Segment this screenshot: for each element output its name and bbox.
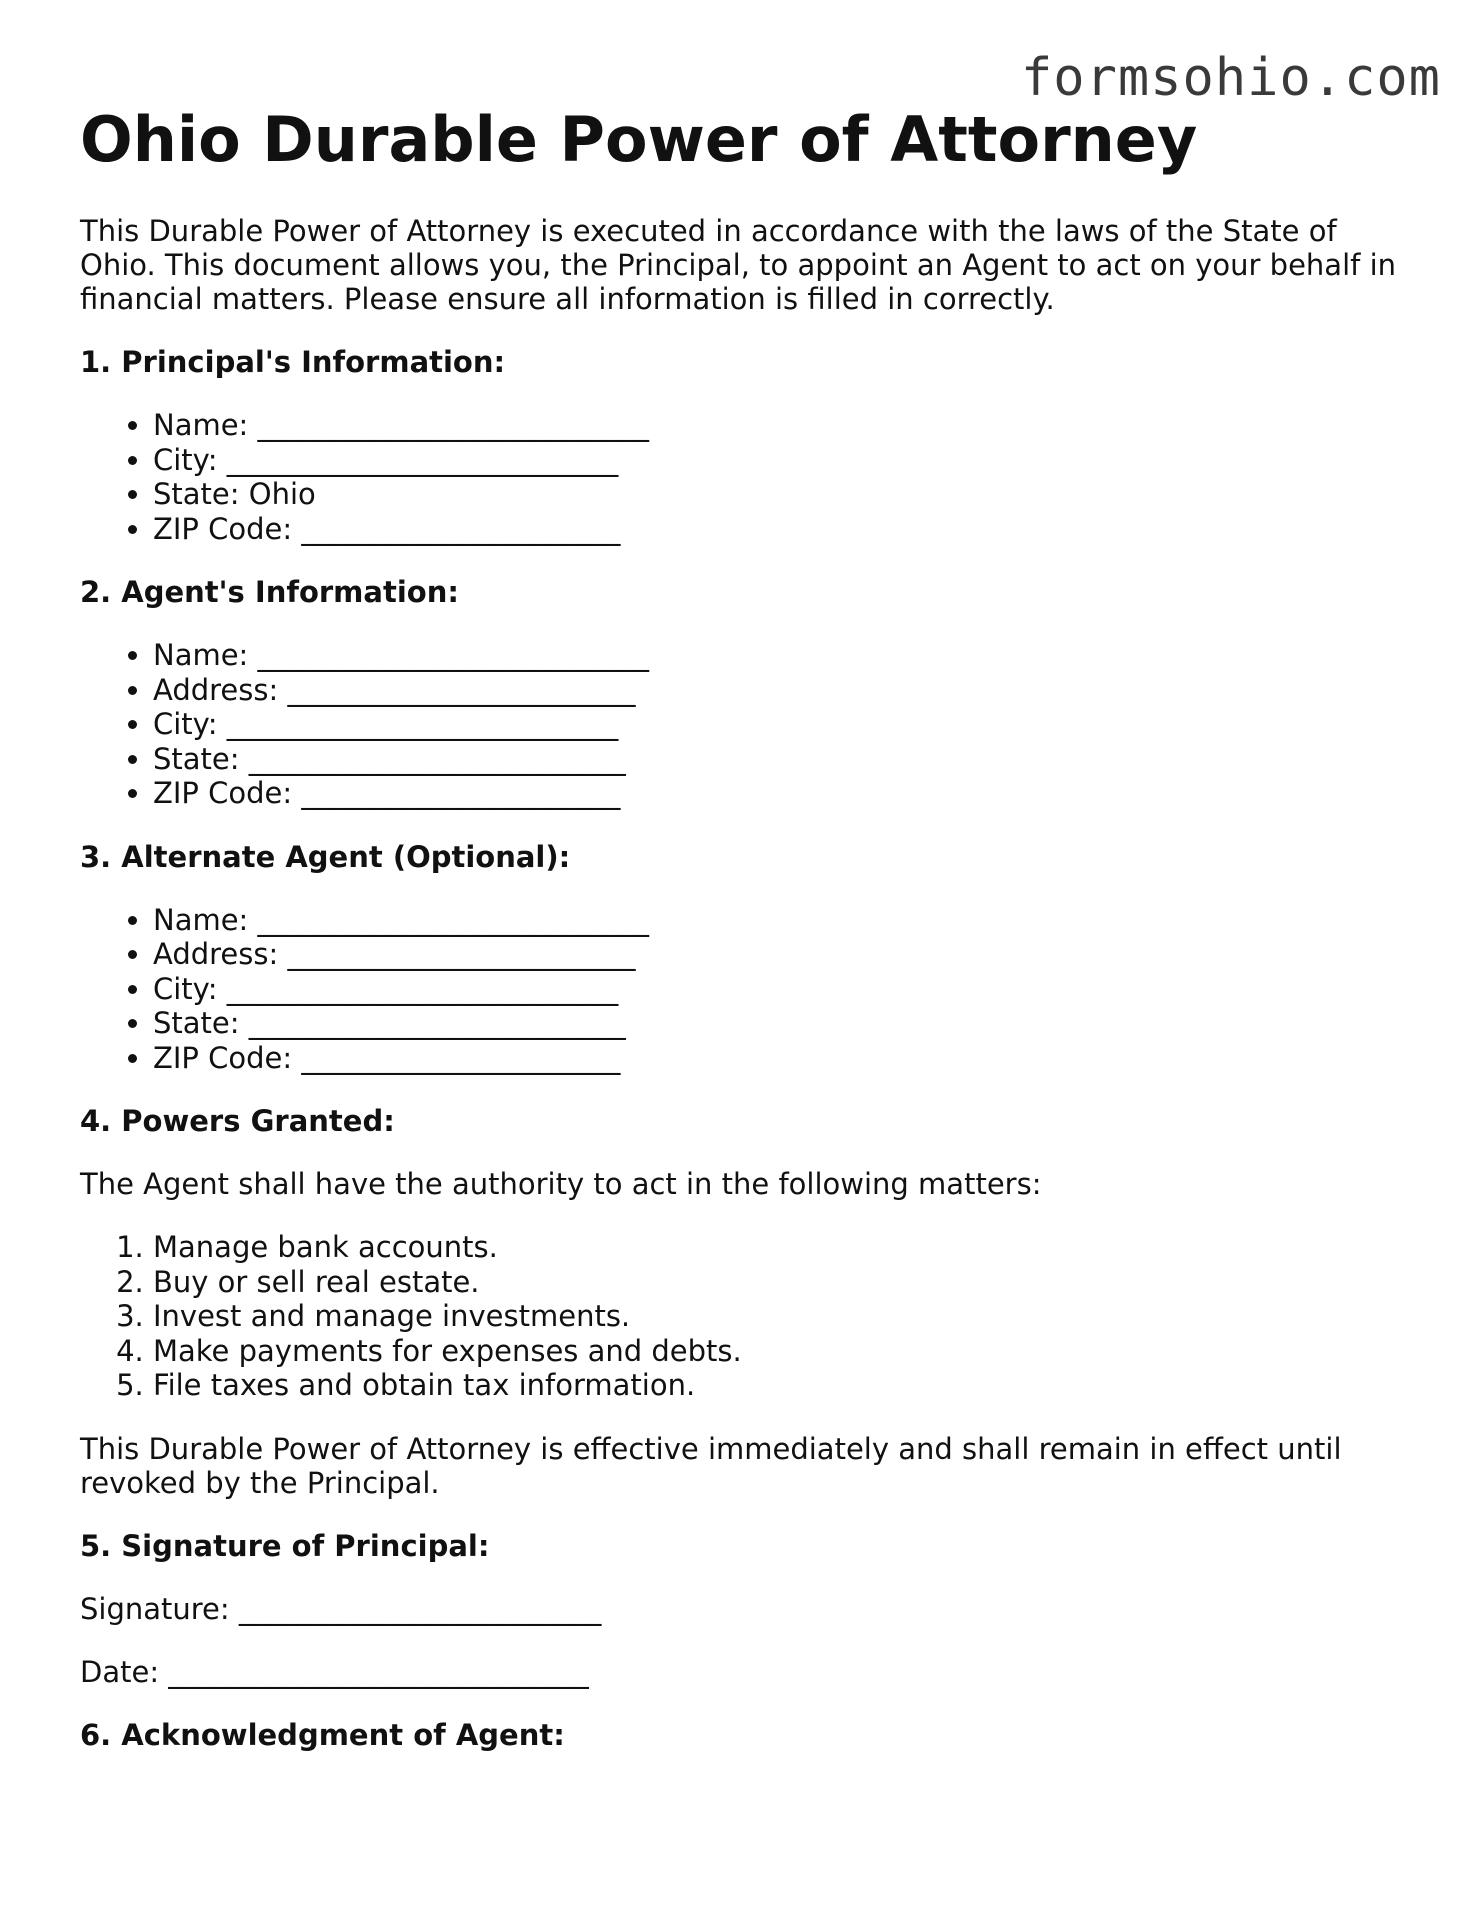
alternate-city-field[interactable]: • City: ___________________________: [153, 972, 1410, 1007]
intro-paragraph: This Durable Power of Attorney is executed in accordance with the laws of the State of Ohio. This document allows you, the Principal, to appoint an Agent to act on your behalf in financial matters. Please ensure all information is filled in correctly.: [80, 214, 1397, 316]
power-item: 5. File taxes and obtain tax information.: [153, 1368, 1410, 1403]
powers-heading: 4. Powers Granted:: [80, 1104, 395, 1138]
alternate-address-field[interactable]: • Address: ________________________: [153, 937, 1410, 972]
effective-paragraph: This Durable Power of Attorney is effective immediately and shall remain in effect until revoked by the Principal.: [80, 1431, 1342, 1500]
alternate-zip-field[interactable]: • ZIP Code: ______________________: [153, 1041, 1410, 1076]
acknowledgment-heading: 6. Acknowledgment of Agent:: [80, 1717, 565, 1752]
power-item: 2. Buy or sell real estate.: [153, 1265, 1410, 1300]
page-title: Ohio Durable Power of Attorney: [80, 103, 1198, 176]
principal-state-field: • State: Ohio: [153, 477, 1410, 512]
agent-city-field[interactable]: • City: ___________________________: [153, 707, 1410, 742]
signature-field[interactable]: Signature: _________________________: [80, 1591, 602, 1626]
principal-city-field[interactable]: • City: ___________________________: [153, 443, 1410, 478]
agent-state-field[interactable]: • State: __________________________: [153, 742, 1410, 777]
powers-intro: The Agent shall have the authority to act in the following matters:: [80, 1167, 1042, 1201]
agent-address-field[interactable]: • Address: ________________________: [153, 673, 1410, 708]
agent-zip-field[interactable]: • ZIP Code: ______________________: [153, 776, 1410, 811]
date-field[interactable]: Date: _____________________________: [80, 1654, 589, 1689]
alternate-agent-list: [80, 903, 1410, 1076]
principal-list: [80, 408, 1410, 546]
power-item: 4. Make payments for expenses and debts.: [153, 1334, 1410, 1369]
agent-name-field[interactable]: • Name: ___________________________: [153, 638, 1410, 673]
agent-list: [80, 638, 1410, 811]
principal-heading: 1. Principal's Information:: [80, 345, 506, 379]
powers-list: [80, 1230, 1410, 1403]
principal-name-field[interactable]: • Name: ___________________________: [153, 408, 1410, 443]
signature-heading: 5. Signature of Principal:: [80, 1528, 490, 1563]
power-item: 3. Invest and manage investments.: [153, 1299, 1410, 1334]
watermark: formsohio.com: [1021, 48, 1441, 108]
alternate-state-field[interactable]: • State: __________________________: [153, 1006, 1410, 1041]
alternate-agent-heading: 3. Alternate Agent (Optional):: [80, 839, 571, 874]
power-item: 1. Manage bank accounts.: [153, 1230, 1410, 1265]
document-page: [80, 100, 1410, 1781]
principal-zip-field[interactable]: • ZIP Code: ______________________: [153, 512, 1410, 547]
agent-heading: 2. Agent's Information:: [80, 575, 459, 609]
alternate-name-field[interactable]: • Name: ___________________________: [153, 903, 1410, 938]
